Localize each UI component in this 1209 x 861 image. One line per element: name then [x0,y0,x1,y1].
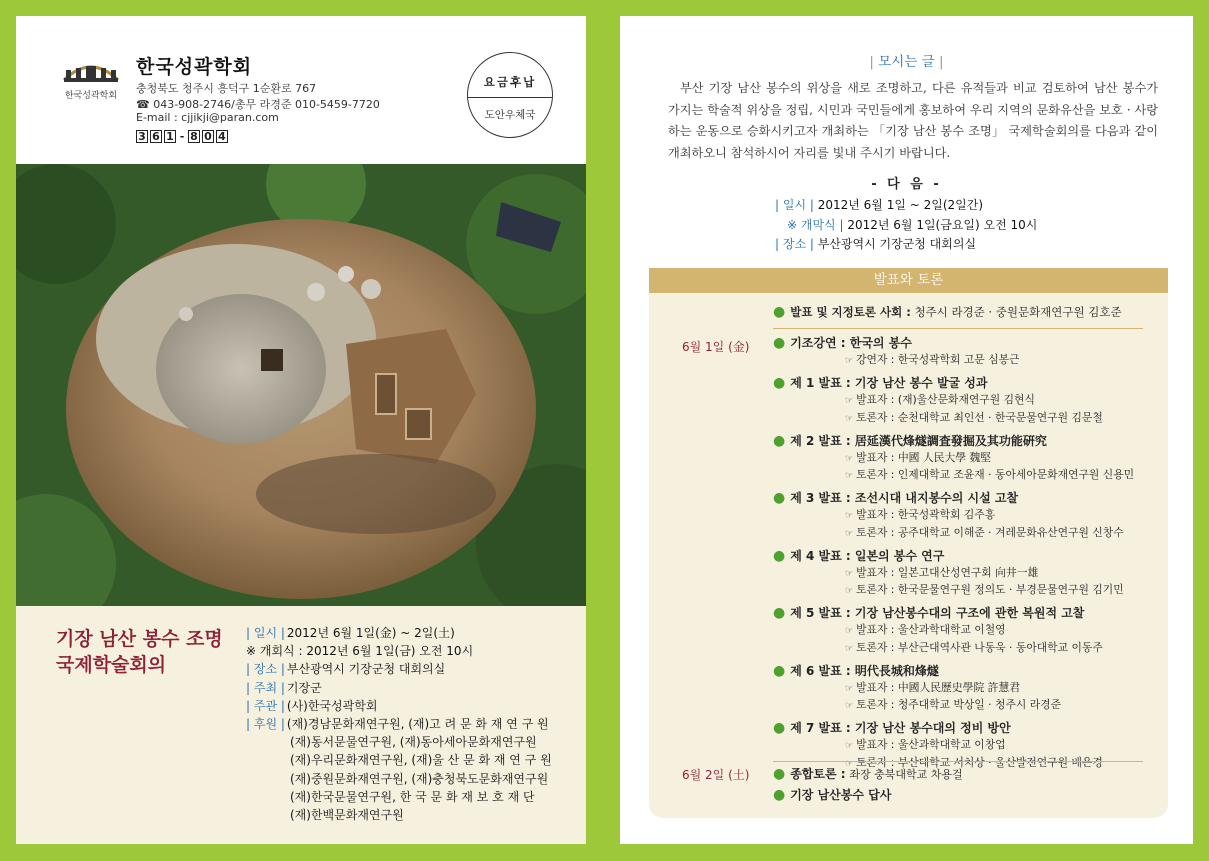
bullet-icon: ● [773,605,786,621]
info-date-row [246,624,552,642]
bullet-icon: ● [773,787,786,803]
stamp-bottom-text: 도안우체국 [484,109,536,121]
pointing-hand-icon: ☞ [845,701,854,711]
divider [773,761,1143,762]
stamp-divider [468,97,552,98]
session-detail: 토론자 : 부산대학교 서치상 · 울산발전연구원 배은경 [856,755,1103,769]
info-organizer-value: (사)한국성곽학회 [286,698,378,713]
sponsor-line: (재)우리문화재연구원, (재)울 산 문 화 재 연 구 원 [290,753,552,768]
session-detail: 토론자 : 청주대학교 박상일 · 청주시 라경준 [856,698,1062,711]
info-venue-row [246,660,552,678]
detail-opening-row: ※ 개막식 | 2012년 6월 1일(금요일) 오전 10시 [787,217,1038,232]
following-heading: - 다 음 - [871,177,942,192]
info-opening-row [246,642,552,660]
moderator-label: 발표 및 지정토론 사회 : [790,305,911,319]
invitation-body: 부산 기장 남산 봉수의 위상을 새로 조명하고, 다른 유적들과 비교 검토하여 남산 봉수가 가지는 학술적 위상을 정립, 시민과 국민들에게 홍보하여 우리 지역의 문화유산을 보호 · 사랑하는 운동으로 승화시키고자 개최하는 「기장 남산 봉수 조명」 국제학술회의를 다음과 같이 개최하오니 참석하시어 자리를 빛내 주시기 바랍니다. [668,81,1158,160]
day2-item-note: 좌장 충북대학교 차용걸 [849,768,963,781]
info-date-label: | 일시 | [246,626,285,640]
pointing-hand-icon: ☞ [845,413,854,424]
pointing-hand-icon: ☞ [845,396,854,406]
info-host-label: | 주최 | [246,680,285,695]
info-opening-value: ※ 개회식 : 2012년 6월 1일(금) 오전 10시 [246,644,474,659]
program-header: 발표와 토론 [649,268,1168,293]
pointing-hand-icon: ☞ [845,471,854,481]
session-item [773,548,1153,600]
session-title: 제 4 발표 : 일본의 봉수 연구 [790,548,945,563]
session-title: 제 2 발표 : 居延漢代烽燧調査發掘及其功能硏究 [790,433,1047,448]
pointing-hand-icon: ☞ [845,356,854,366]
divider [773,328,1143,329]
day1-label: 6월 1일 (金) [682,340,750,354]
zip-digit: 0 [202,130,214,143]
bullet-icon: ● [773,547,786,564]
zip-digit: 3 [136,130,148,143]
aerial-photo-beacon-site [16,164,586,606]
day2-item [773,764,963,785]
info-venue-label: | 장소 | [246,662,285,677]
org-logo-icon [56,50,126,110]
pointing-hand-icon: ☞ [845,683,854,694]
sponsor-line: (재)한국문물연구원, 한 국 문 화 재 보 호 재 단 [290,789,535,804]
pointing-hand-icon: ☞ [845,626,854,636]
left-page [16,16,586,844]
zip-separator: - [179,130,185,143]
info-organizer-row [246,697,552,715]
moderator-row [773,304,1122,320]
right-page [620,16,1193,844]
info-host-row [246,679,552,697]
info-venue-value: 부산광역시 기장군청 대회의실 [286,662,446,677]
day1-sessions [773,335,1153,778]
bullet-icon: ● [773,432,786,449]
info-organizer-label: | 주관 | [246,698,285,713]
event-details [775,196,1037,255]
day2-item-title: 기장 남산봉수 답사 [790,788,892,802]
session-detail: 발표자 : 울산과학대학교 이철영 [856,623,1006,636]
session-item [773,433,1153,485]
detail-date-value: 2012년 6월 1일 ~ 2일(2일간) [817,198,984,212]
logo-text: 한국성곽학회 [64,91,118,101]
sponsor-line: (재)중원문화재연구원, (재)충청북도문화재연구원 [290,771,549,786]
postal-code [136,130,228,143]
info-sponsor-value: (재)경남문화재연구원, (재)고 려 문 화 재 연 구 원 [286,717,549,732]
conference-info-list [246,624,552,824]
detail-date-label: 일시 [782,198,807,212]
day2-label: 6월 2일 (土) [682,768,750,782]
conference-title-line-2: 국제학술회의 [56,654,167,676]
bullet-icon: ● [773,720,786,736]
moderator-names: 청주시 라경준 · 중원문화재연구원 김호준 [914,305,1122,319]
session-detail: 토론자 : 공주대학교 이해준 · 겨레문화유산연구원 신창수 [856,525,1124,539]
session-detail: 발표자 : 中國 人民大學 魏堅 [856,450,992,464]
org-name: 한국성곽학회 [136,56,253,78]
pointing-hand-icon: ☞ [845,568,854,579]
sponsor-list [246,733,552,824]
session-title: 제 6 발표 : 明代長城和烽燧 [790,663,939,678]
session-detail: 발표자 : 한국성곽학회 김주홍 [856,508,996,521]
pointing-hand-icon: ☞ [845,586,854,596]
session-detail: 토론자 : 순천대학교 최인선 · 한국문물연구원 김문철 [856,410,1103,424]
conference-info-box [16,606,586,844]
info-host-value: 기장군 [286,680,322,695]
zip-digit: 8 [188,130,200,143]
session-detail: 토론자 : 부산근대역사관 나동욱 · 동아대학교 이동주 [856,640,1103,654]
org-address: 충청북도 청주시 흥덕구 1순환로 767 [136,82,317,95]
session-item [773,375,1153,427]
session-title: 제 7 발표 : 기장 남산 봉수대의 정비 방안 [790,721,1011,735]
conference-title-line-1: 기장 남산 봉수 조명 [56,628,223,650]
bullet-icon: ● [773,766,786,782]
day2-item [773,785,963,806]
session-detail: 발표자 : 일본고대산성연구회 向井一雄 [856,565,1039,579]
zip-digit: 6 [150,130,162,143]
day2-item-title: 종합토론 : [790,767,846,781]
pointing-hand-icon: ☞ [845,453,854,464]
day2-items [773,764,963,806]
invitation-title: | 모시는 글 | [869,54,944,70]
detail-venue-row: | 장소 | 부산광역시 기장군청 대회의실 [775,237,977,251]
session-title: 기조강연 : 한국의 봉수 [790,336,912,350]
org-phone: ☎ 043-908-2746/총무 라경준 010-5459-7720 [136,98,380,111]
pointing-hand-icon: ☞ [845,741,854,751]
session-detail: 발표자 : 울산과학대학교 이창업 [856,738,1006,751]
session-detail: 강연자 : 한국성곽학회 고문 심봉근 [856,353,1020,366]
bullet-icon: ● [773,304,786,320]
bullet-icon: ● [773,490,786,506]
bullet-icon: ● [773,335,786,351]
sponsor-line: (재)한백문화재연구원 [290,808,404,823]
pointing-hand-icon: ☞ [845,758,854,769]
session-item [773,605,1153,657]
detail-venue-label: 장소 [782,237,807,251]
session-detail: 토론자 : 한국문물연구원 정의도 · 부경문물연구원 김기민 [856,583,1124,596]
conference-title [56,626,223,678]
zip-digit: 4 [216,130,228,143]
sender-header [16,16,586,164]
detail-opening-label: ※ 개막식 [787,217,836,232]
zip-digit: 1 [164,130,176,143]
detail-date-row: | 일시 | 2012년 6월 1일 ~ 2일(2일간) [775,198,984,212]
session-item [773,663,1153,715]
info-sponsor-row [246,715,552,733]
detail-opening-value: 2012년 6월 1일(금요일) 오전 10시 [847,217,1038,232]
sponsor-line: (재)동서문물연구원, (재)동아세아문화재연구원 [290,735,537,750]
pointing-hand-icon: ☞ [845,643,854,654]
pointing-hand-icon: ☞ [845,511,854,521]
session-title: 제 3 발표 : 조선시대 내지봉수의 시설 고찰 [790,491,1019,505]
session-title: 제 5 발표 : 기장 남산봉수대의 구조에 관한 복원적 고찰 [790,606,1085,620]
pointing-hand-icon: ☞ [845,528,854,539]
program-box [649,268,1168,818]
stamp-top-text: 요금후납 [483,75,537,89]
session-detail: 발표자 : 中國人民歷史學院 許慧君 [856,680,1021,694]
session-detail: 토론자 : 인제대학교 조윤재 · 동아세아문화재연구원 신용민 [856,468,1135,481]
postage-stamp [467,52,553,138]
bullet-icon: ● [773,375,786,391]
session-detail: 발표자 : (재)울산문화재연구원 김현식 [856,393,1035,406]
session-title: 제 1 발표 : 기장 남산 봉수 발굴 성과 [790,376,988,390]
info-sponsor-label: | 후원 | [246,717,285,732]
session-item [773,335,1153,370]
detail-venue-value: 부산광역시 기장군청 대회의실 [817,237,977,251]
session-item [773,490,1153,542]
org-email: E-mail : cjjikji@paran.com [136,111,279,124]
bullet-icon: ● [773,662,786,679]
info-date-value: 2012년 6월 1일(金) ~ 2일(土) [286,626,455,640]
